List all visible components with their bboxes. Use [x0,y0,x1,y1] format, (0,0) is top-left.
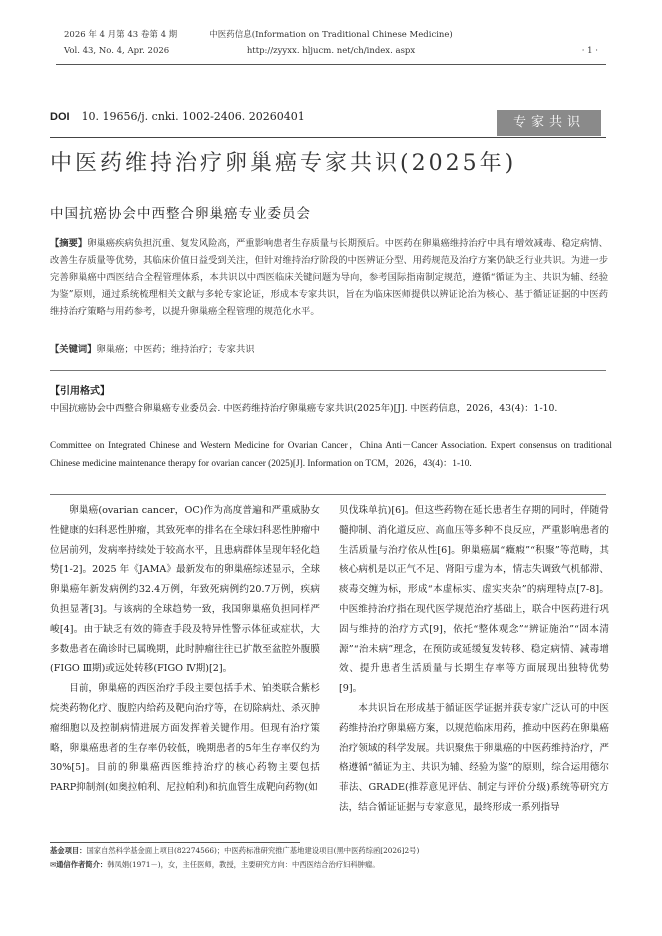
citation-zh: 中国抗癌协会中西整合卵巢癌专业委员会. 中医药维持治疗卵巢癌专家共识(2025年)[J]. 中医药信息，2026，43(4)：1-10. [50,403,558,414]
journal-url: http://zyyxx. hljucm. net/ch/index. aspx [246,46,416,56]
doi-line [50,110,305,123]
footnote-divider [50,842,300,843]
author-label: 通信作者简介： [56,860,108,869]
citation-en: Committee on Integrated Chinese and Western Medicine for Ovarian Cancer，China Anti－Cancer Association. Expert consensus on traditional Chinese medicine maintenance therapy for ovarian cancer (2025)[J]. Information on TCM，2026，43(4)：1-10. [50,441,612,469]
abstract-text: 卵巢癌疾病负担沉重、复发风险高，严重影响患者生存质量与长期预后。中医药在卵巢癌维持治疗中具有增效减毒、稳定病情、改善生存质量等优势，其临床价值日益受到关注，但针对维持治疗阶段的中医辨证分型、用药规范及治疗方案仍缺乏行业共识。为进一步完善卵巢癌中西医结合全程管理体系，本共识以中西医临床关键问题为导向，参考国际指南制定规范，遵循“循证为主、共识为辅、经验为鉴”原则，通过系统梳理相关文献与多轮专家论证，形成本专家共识，旨在为临床医师提供以辨证论治为核心、基于循证证据的中医药维持治疗策略与用药参考，以提升卵巢癌全程管理的规范化水平。 [50,238,608,317]
body-paragraph: 本共识旨在形成基于循证医学证据并获专家广泛认可的中医药维持治疗卵巢癌方案，以规范临床用药，推动中医药在卵巢癌治疗领域的科学发展。共识聚焦于卵巢癌的中医药维持治疗，严格遵循“循证为主、共识为辅、经验为鉴”的原则，综合运用德尔菲法、GRADE(推荐意见评估、制定与评价分级)系统等研究方法，结合循证证据与专家意见，最终形成一系列指导 [339,702,609,813]
funding-label: 基金项目： [50,846,87,855]
abstract [50,235,608,320]
funding-note [50,845,610,856]
abstract-label: 【摘要】 [50,238,88,249]
keywords [50,341,608,358]
funding-text: 国家自然科学基金面上项目(82274566)；中医药标准研究推广基地建设项目(黑中医药综函[2026]2号) [86,846,420,855]
body-paragraph: 卵巢癌(ovarian cancer，OC)作为高度普遍和严重威胁女性健康的妇科恶性肿瘤，其致死率的排名在全球妇科恶性肿瘤中位居前列，发病率持续处于较高水平，且患病群体呈现年轻化趋势[1-2]。2025 年《JAMA》最新发布的卵巢癌综述显示，全球卵巢癌年新发病例约32.4万例，年致死病例约20.7万例，疾病负担显著[3]。与该病的全球趋势一致，我国卵巢癌负担同样严峻[4]。由于缺乏有效的筛查手段及特异性警示体征或症状，大多数患者在确诊时已属晚期，此时肿瘤往往已扩散至盆腔外腹膜(FIGO Ⅲ期)或远处转移(FIGO Ⅳ期)[2]。 [50,505,320,675]
title-divider [50,137,606,138]
keywords-label: 【关键词】 [50,344,97,355]
author-text: 韩凤娟(1971－)，女，主任医师，教授，主要研究方向：中西医结合治疗妇科肿瘤。 [107,860,380,869]
body-column-left [50,501,320,798]
journal-issue-en: Vol. 43, No. 4, Apr. 2026 [64,46,170,56]
page-number: · 1 · [581,46,598,56]
journal-issue-zh: 2026 年 4 月第 43 卷第 4 期 [64,30,178,40]
journal-name [0,27,662,59]
section-badge: 专家共识 [497,110,601,136]
journal-name-text: 中医药信息(Information on Traditional Chinese Medicine) [209,30,453,40]
author-note [50,859,610,870]
author-organization: 中国抗癌协会中西整合卵巢癌专业委员会 [50,206,311,222]
body-paragraph: 贝伐珠单抗)[6]。但这些药物在延长患者生存期的同时，伴随骨髓抑制、消化道反应、高血压等多种不良反应，严重影响患者的生活质量与治疗依从性[6]。卵巢癌属“癥瘕”“积聚”等范畴，其核心病机是以正气不足、肾阳亏虚为本，情志失调致气机郁滞、痰毒交缠为标，形成“本虚标实、虚实夹杂”的病理特点[7-8]。中医维持治疗指在现代医学规范治疗基础上，联合中医药进行巩固与维持的治疗方式[9]，依托“整体观念”“辨证施治”“固本清源”“治未病”理念，在预防或延缓复发转移、稳定病情、减毒增效、提升患者生活质量与长期生存率等方面展现出独特优势[9]。 [339,505,609,695]
citation-divider [50,494,606,495]
citation-heading: 【引用格式】 [50,386,110,397]
article-title: 中医药维持治疗卵巢癌专家共识(2025年) [50,151,517,176]
page-number-block [582,27,598,59]
doi-value: 10. 19656/j. cnki. 1002-2406. 20260401 [81,110,305,123]
abstract-divider [50,370,606,371]
envelope-icon: ✉ [50,860,57,869]
keywords-text: 卵巢癌；中医药；维持治疗；专家共识 [96,344,255,355]
doi-label: DOI [50,111,70,123]
body-paragraph: 目前，卵巢癌的西医治疗手段主要包括手术、铂类联合紫杉烷类药物化疗、腹腔内给药及靶向治疗等，在切除病灶、杀灭肿瘤细胞以及控制病情进展方面发挥着关键作用。但现有治疗策略，卵巢癌患者的生存率仍较低，晚期患者的5年生存率仅约为30%[5]。目前的卵巢癌西医维持治疗的核心药物主要包括PARP抑制剂(如奥拉帕利、尼拉帕利)和抗血管生成靶向药物(如 [50,683,320,794]
header-divider [56,64,606,65]
body-column-right [339,501,609,818]
